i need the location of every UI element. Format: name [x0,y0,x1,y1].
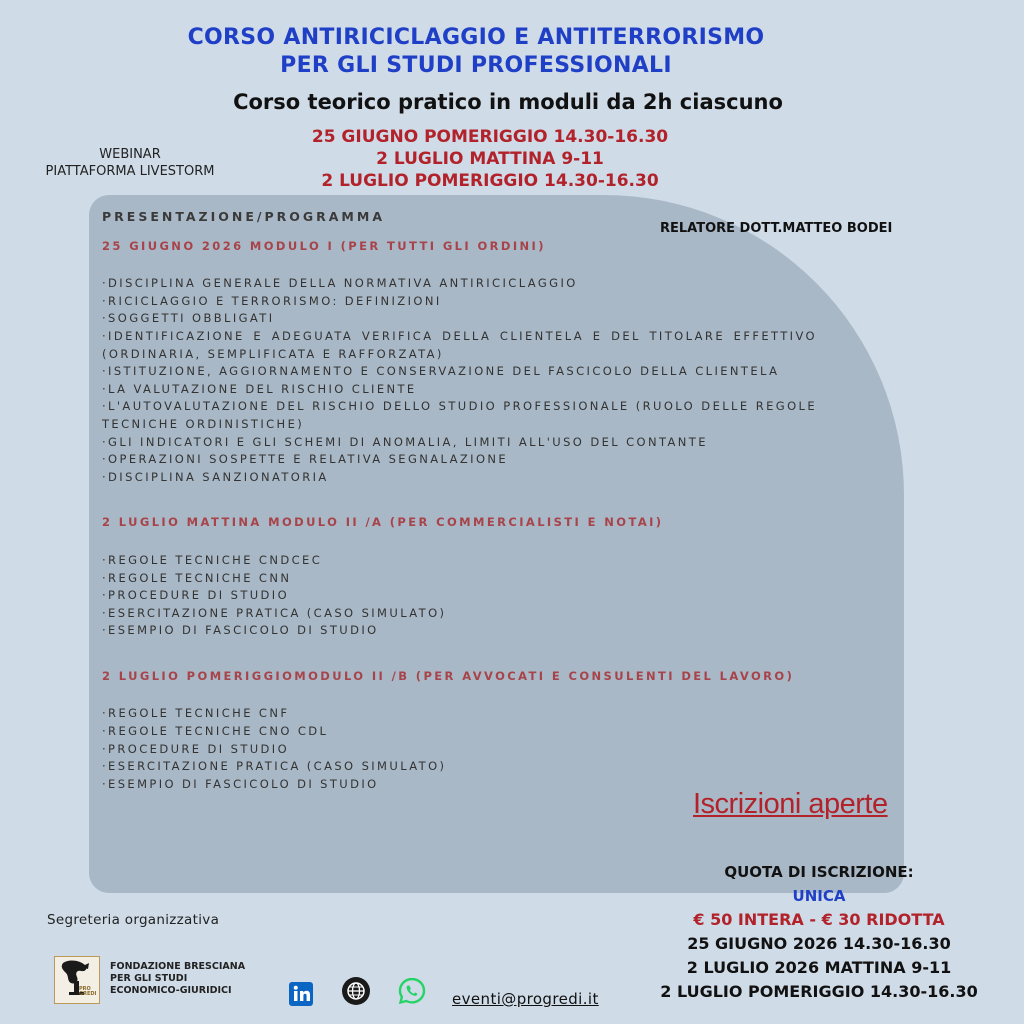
foundation-name [110,961,245,997]
fee-price: € 50 INTERA - € 30 RIDOTTA [693,910,945,929]
course-subtitle: Corso teorico pratico in moduli da 2h ciascuno [233,90,783,114]
list-item: ·DISCIPLINA GENERALE DELLA NORMATIVA ANTIRICICLAGGIO [102,276,578,291]
course-title [0,24,952,80]
fee-type: UNICA [792,887,846,905]
list-item: ·REGOLE TECNICHE CNO CDL [102,724,329,739]
list-item: ·ESERCITAZIONE PRATICA (CASO SIMULATO) [102,605,447,620]
module-2 [102,514,817,640]
logo-text: PRO GREDI [79,986,97,997]
list-item: ·ISTITUZIONE, AGGIORNAMENTO E CONSERVAZIONE DEL FASCICOLO DELLA CLIENTELA [102,364,780,379]
list-item: ·ESEMPIO DI FASCICOLO DI STUDIO [102,776,379,791]
header-date: 2 LUGLIO MATTINA 9-11 [376,149,604,169]
foundation-logo [54,956,100,1004]
foundation-line: PER GLI STUDI [110,973,188,984]
list-item: ·IDENTIFICAZIONE E ADEGUATA VERIFICA DELLA CLIENTELA E DEL TITOLARE EFFETTIVO (ORDINARIA, SEMPLIFICATA E RAFFORZATA) [102,328,817,361]
foundation-line: ECONOMICO-GIURIDICI [110,985,232,996]
program-section [102,208,817,793]
webinar-label: WEBINAR [99,147,161,162]
secretariat-label: Segreteria organizzativa [47,912,220,928]
speaker-label: RELATORE DOTT.MATTEO BODEI [660,221,893,236]
fee-date: 2 LUGLIO POMERIGGIO 14.30-16.30 [660,982,978,1001]
email-link[interactable]: eventi@progredi.it [452,990,599,1008]
fee-title: QUOTA DI ISCRIZIONE: [724,863,914,881]
foundation-line: FONDAZIONE BRESCIANA [110,961,246,972]
module-items [102,275,817,486]
list-item: ·LA VALUTAZIONE DEL RISCHIO CLIENTE [102,381,417,396]
module-3 [102,668,817,794]
module-title: 2 LUGLIO MATTINA MODULO II /A (PER COMMERCIALISTI E NOTAI) [102,515,664,530]
list-item: ·REGOLE TECNICHE CNDCEC [102,552,323,567]
list-item: ·PROCEDURE DI STUDIO [102,741,290,756]
fee-date: 2 LUGLIO 2026 MATTINA 9-11 [686,958,952,977]
registration-open-link[interactable]: Iscrizioni aperte [693,788,888,820]
globe-icon[interactable] [341,976,369,1004]
list-item: ·REGOLE TECNICHE CNN [102,570,292,585]
linkedin-icon[interactable] [287,980,315,1008]
platform-label: PIATTAFORMA LIVESTORM [45,164,215,179]
webinar-info [14,146,246,180]
module-title: 25 GIUGNO 2026 MODULO I (PER TUTTI GLI ORDINI) [102,238,546,253]
list-item: ·ESERCITAZIONE PRATICA (CASO SIMULATO) [102,759,447,774]
list-item: ·ESEMPIO DI FASCICOLO DI STUDIO [102,623,379,638]
program-heading: PRESENTAZIONE/PROGRAMMA [102,209,385,224]
list-item: ·L'AUTOVALUTAZIONE DEL RISCHIO DELLO STUDIO PROFESSIONALE (RUOLO DELLE REGOLE TECNICHE ORDINISTICHE) [102,399,817,431]
list-item: ·REGOLE TECNICHE CNF [102,706,290,721]
list-item: ·SOGGETTI OBBLIGATI [102,311,275,326]
module-1 [102,238,817,487]
list-item: ·GLI INDICATORI E GLI SCHEMI DI ANOMALIA, LIMITI ALL'USO DEL CONTANTE [102,434,708,449]
fee-date: 25 GIUGNO 2026 14.30-16.30 [687,934,951,953]
module-items [102,552,817,640]
header-date: 2 LUGLIO POMERIGGIO 14.30-16.30 [321,171,659,191]
module-items [102,705,817,793]
fee-block [630,860,1008,1004]
list-item: ·RICICLAGGIO E TERRORISMO: DEFINIZIONI [102,293,442,308]
list-item: ·OPERAZIONI SOSPETTE E RELATIVA SEGNALAZIONE [102,452,509,467]
module-title: 2 LUGLIO POMERIGGIOMODULO II /B (PER AVVOCATI E CONSULENTI DEL LAVORO) [102,668,795,683]
whatsapp-icon[interactable] [397,976,425,1004]
header-date: 25 GIUGNO POMERIGGIO 14.30-16.30 [311,127,669,147]
list-item: ·PROCEDURE DI STUDIO [102,588,290,603]
list-item: ·DISCIPLINA SANZIONATORIA [102,469,329,484]
title-line-2: PER GLI STUDI PROFESSIONALI [280,53,672,78]
title-line-1: CORSO ANTIRICICLAGGIO E ANTITERRORISMO [187,25,765,50]
